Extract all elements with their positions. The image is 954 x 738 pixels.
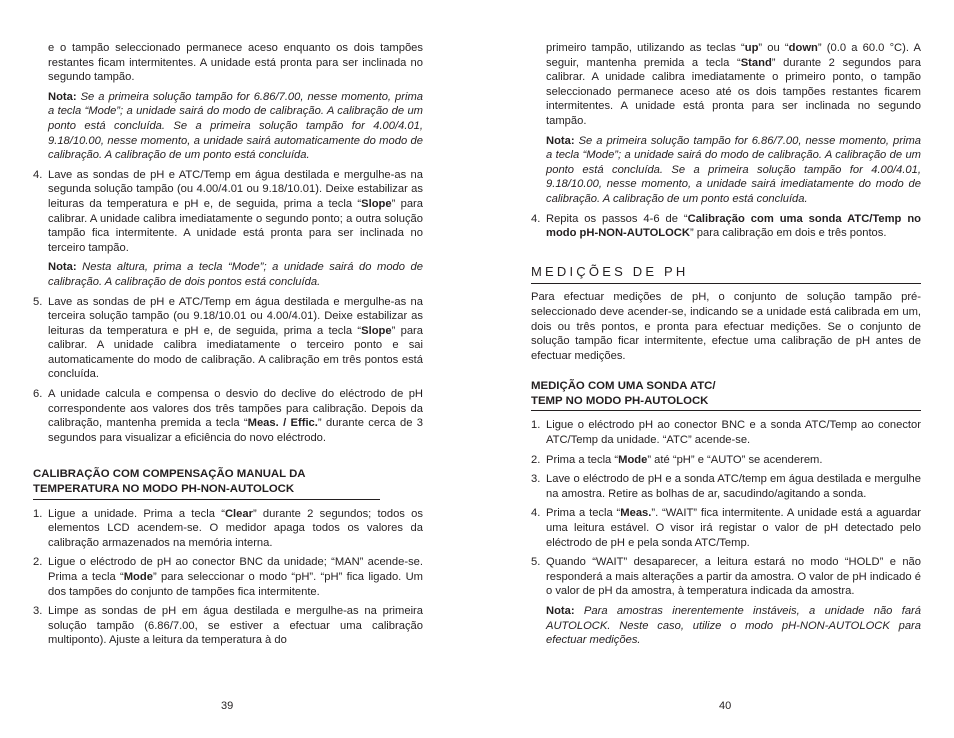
step-text: Repita os passos 4-6 de “Calibração com uma sonda ATC/Temp no modo pH-NON-AUTOLOCK” para calibração em dois e três pontos.: [546, 212, 921, 240]
continued-paragraph: e o tampão seleccionado permanece aceso enquanto os dois tampões restantes ficam intermitentes. A unidade está pronta para ser inclinada no segundo tampão.: [48, 42, 423, 84]
continued-paragraph: primeiro tampão, utilizando as teclas “up” ou “down” (0.0 a 60.0 °C). A seguir, mantenha premida a tecla “Stand” durante 2 segundos para calibrar. A unidade calibra imediatamente o primeiro ponto, o tampão seleccionado permanece aceso até os dois tampões restantes ficarem intermitentes. A unidade está pronta para ser inclinada no segundo tampão.: [546, 42, 921, 127]
step-item: [33, 604, 423, 648]
section-heading: [531, 379, 921, 411]
step-list: [531, 418, 921, 647]
step-text: Lave o eléctrodo de pH e a sonda ATC/temp em água destilada e mergulhe na amostra. Retire as bolhas de ar, sacudindo/agitando a sonda.: [546, 473, 921, 500]
step-list: [531, 212, 921, 241]
right-page: [531, 41, 921, 648]
step-item: [531, 472, 921, 501]
step-text: Lave as sondas de pH e ATC/Temp em água destilada e mergulhe-as na terceira solução tampão (ou 9.18/10.01 ou 4.00/4.01). Deixe estabilizar as leituras da temperatura e pH e, de seguida, prima a tecla “Slope” para calibrar. A unidade calibra imediatamente o terceiro ponto e sai automaticamente do modo de calibração. A calibração em três pontos está concluída.: [48, 295, 423, 381]
step-item: [531, 418, 921, 447]
page-number: 39: [221, 700, 234, 712]
note-label: Nota:: [48, 261, 77, 274]
section-heading: CALIBRAÇÃO COM COMPENSAÇÃO MANUAL DA TEMPERATURA NO MODO PH-NON-AUTOLOCK: [33, 467, 380, 499]
note: [546, 604, 921, 648]
step-item: [33, 555, 423, 599]
note-label: Nota:: [48, 90, 77, 103]
step-text: Prima a tecla “Meas.”. “WAIT” fica intermitente. A unidade está a aguardar uma leitura estável. O visor irá registar o valor de pH detectado pelo eléctrodo de pH e pela sonda ATC/Temp.: [546, 507, 921, 549]
note-text: Se a primeira solução tampão for 6.86/7.00, nesse momento, prima a tecla “Mode”; a unidade sairá do modo de calibração. A calibração de um ponto está concluída. Se a primeira solução tampão for 4.00/4.01, 9.18/10.00, nesse momento, a unidade sairá imediatamente do modo de calibração. A calibração de um ponto está concluída.: [546, 134, 921, 205]
step-item: [531, 453, 921, 468]
note: [531, 134, 921, 207]
note: [33, 90, 423, 163]
step-text: Ligue a unidade. Prima a tecla “Clear” durante 2 segundos; todos os elementos LCD acendem-se. O medidor apaga todos os valores da calibração armazenados na memória interna.: [48, 507, 423, 549]
step-text: Limpe as sondas de pH em água destilada e mergulhe-as na primeira solução tampão (6.86/7.00, se estiver a efectuar uma calibração multiponto). Ajuste a leitura da temperatura à do: [48, 605, 423, 647]
note-text: Nesta altura, prima a tecla “Mode”; a unidade sairá do modo de calibração. A calibração de dois pontos está concluída.: [48, 261, 423, 288]
step-number: 1.: [531, 419, 541, 432]
step-number: 3.: [531, 473, 541, 486]
step-item: [33, 387, 423, 445]
step-item: [531, 212, 921, 241]
note-label: Nota:: [546, 605, 575, 617]
section-heading-line: MEDIÇÃO COM UMA SONDA ATC/: [531, 380, 716, 393]
step-item: [33, 168, 423, 290]
step-number: 6.: [33, 388, 43, 401]
step-number: 4.: [33, 168, 43, 181]
section-title: MEDIÇÕES DE PH: [531, 265, 921, 285]
step-item: [531, 506, 921, 550]
note: [48, 260, 423, 289]
step-number: 4.: [531, 212, 541, 225]
step-number: 2.: [33, 556, 43, 569]
note-text: Para amostras inerentemente instáveis, a unidade não fará AUTOLOCK. Neste caso, utilize o modo pH-NON-AUTOLOCK para efectuar medições.: [546, 605, 921, 647]
step-number: 5.: [33, 295, 43, 308]
page-number: 40: [719, 700, 732, 712]
step-list: [33, 507, 423, 648]
step-text: Ligue o eléctrodo de pH ao conector BNC da unidade; “MAN” acende-se. Prima a tecla “Mode” para seleccionar o modo “pH”. “pH” fica ligado. Um dos tampões do conjunto de tampões fica intermitente.: [48, 556, 423, 598]
note-text: Se a primeira solução tampão for 6.86/7.00, nesse momento, prima a tecla “Mode”; a unidade sairá do modo de calibração. A calibração de um ponto está concluída. Se a primeira solução tampão for 4.00/4.01, 9.18/10.00, nesse momento, a unidade sairá automaticamente do modo de calibração. A calibração de um ponto está concluída.: [48, 90, 423, 162]
step-number: 1.: [33, 507, 43, 520]
step-list: [33, 168, 423, 446]
section-heading-line: TEMP NO MODO PH-AUTOLOCK: [531, 394, 709, 407]
step-text: Prima a tecla “Mode” até “pH” e “AUTO” se acenderem.: [546, 453, 823, 466]
step-number: 5.: [531, 556, 541, 569]
step-text: Lave as sondas de pH e ATC/Temp em água destilada e mergulhe-as na segunda solução tampão (ou 4.00/4.01 ou 9.18/10.01). Deixe estabilizar as leituras da temperatura e pH e, de seguida, prima a tecla “Slope” para calibrar. A unidade calibra imediatamente o segundo ponto; a outra solução tampão fica intermitente. A unidade está pronta para ser inclinada no terceiro tampão.: [48, 168, 423, 254]
left-page: [33, 41, 423, 648]
intro-paragraph: Para efectuar medições de pH, o conjunto de solução tampão pré-seleccionado deve acender-se, indicando se a unidade está calibrada em um, dois ou três pontos, e pronta para efectuar medições. Se o conjunto de solução tampão ficar intermitente, efectue uma calibração de pH antes de efectuar medições.: [531, 291, 921, 362]
step-text: Quando “WAIT” desaparecer, a leitura estará no modo “HOLD” e não responderá a mais alterações a partir da amostra. O valor de pH indicado é o valor de pH da amostra, à temperatura indicada da amostra.: [546, 556, 921, 598]
step-text: A unidade calcula e compensa o desvio do declive do eléctrodo de pH correspondente aos valores dos três tampões para calibração. Depois da calibração, mantenha premida a tecla “Meas. / Effic.” durante cerca de 3 segundos para visualizar a eficiência do novo eléctrodo.: [48, 388, 423, 444]
step-item: [33, 295, 423, 383]
step-number: 4.: [531, 507, 541, 520]
step-text: Ligue o eléctrodo pH ao conector BNC e a sonda ATC/Temp ao conector ATC/Temp da unidade. “ATC” acende-se.: [546, 419, 921, 447]
step-item: [531, 555, 921, 648]
step-number: 3.: [33, 605, 43, 618]
note-label: Nota:: [546, 134, 575, 147]
step-item: [33, 507, 423, 551]
step-number: 2.: [531, 453, 541, 466]
